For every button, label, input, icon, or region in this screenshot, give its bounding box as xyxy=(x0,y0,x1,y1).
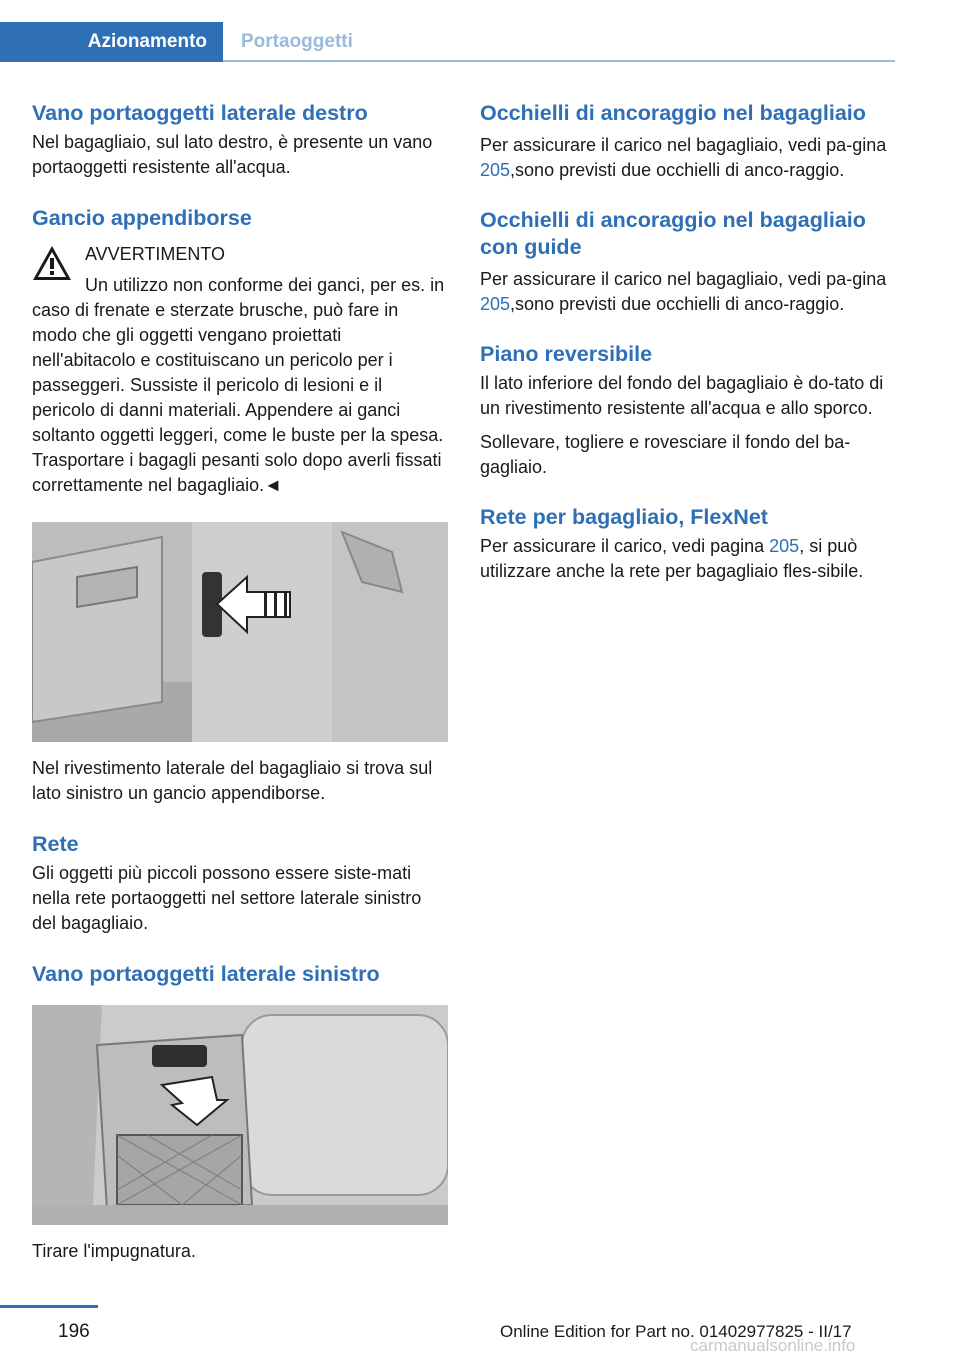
right-column xyxy=(480,100,896,584)
section-text-vano-destro: Nel bagagliaio, sul lato destro, è presente un vano portaoggetti resistente all'acqua. xyxy=(32,132,433,177)
warning-title: AVVERTIMENTO xyxy=(85,244,226,264)
section-title-flexnet: Rete per bagagliaio, FlexNet xyxy=(480,505,768,529)
text-segment: ,sono previsti due occhielli di anco-raggio. xyxy=(510,294,845,314)
text-segment: Per assicurare il carico, vedi pagina xyxy=(480,536,770,556)
section-title-piano-reversibile: Piano reversibile xyxy=(480,342,653,366)
photo-vano-sinistro xyxy=(32,1005,448,1225)
section-title-gancio: Gancio appendiborse xyxy=(32,206,252,230)
text-gancio-location: Nel rivestimento laterale del bagagliaio si trova sul lato sinistro un gancio appendiborse. xyxy=(32,758,433,803)
text-segment: Per assicurare il carico nel bagagliaio, vedi pa-gina xyxy=(480,269,887,289)
section-title-occhielli: Occhielli di ancoraggio nel bagagliaio xyxy=(480,101,866,125)
edition-text: Online Edition for Part no. 01402977825 - II/17 xyxy=(500,1322,852,1341)
section-text-occhielli xyxy=(480,133,896,183)
section-text-piano-2: Sollevare, togliere e rovesciare il fondo del ba-gagliaio. xyxy=(480,432,851,477)
page-link-205[interactable]: 205 xyxy=(480,160,511,180)
text-segment: Per assicurare il carico nel bagagliaio, vedi pa-gina xyxy=(480,135,887,155)
section-title-rete: Rete xyxy=(32,832,79,856)
header-tabs xyxy=(0,22,895,62)
section-text-rete: Gli oggetti più piccoli possono essere siste-mati nella rete portaoggetti nel settore laterale sinistro del bagagliaio. xyxy=(32,863,422,933)
section-text-flexnet xyxy=(480,534,896,584)
text-tirare-impugnatura: Tirare l'impugnatura. xyxy=(32,1241,196,1261)
page-number: 196 xyxy=(58,1321,90,1342)
section-title-vano-sinistro: Vano portaoggetti laterale sinistro xyxy=(32,962,380,986)
header-rule xyxy=(223,60,895,62)
warning-block xyxy=(32,242,448,267)
warning-triangle-icon xyxy=(32,245,72,281)
warning-text: Un utilizzo non conforme dei ganci, per es. in caso di frenate e sterzate brusche, può fare in modo che gli oggetti vengano proiettati nell'abitacolo e costituiscano un pericolo per i passeggeri. Sussiste il pericolo di lesioni e il pericolo di danni materiali. Appendere ai ganci soltanto oggetti leggeri, come le buste per la spesa. Trasportare i bagagli pesanti solo dopo averli fissati correttamente nel bagagliaio.◄ xyxy=(32,275,445,495)
section-text-occhielli-guide xyxy=(480,267,896,317)
footer-rule xyxy=(0,1305,98,1308)
section-text-piano-1: Il lato inferiore del fondo del bagagliaio è do-tato di un rivestimento resistente all'acqua e allo sporco. xyxy=(480,373,884,418)
watermark: carmanualsonline.info xyxy=(690,1336,856,1355)
text-segment: , si può utilizzare anche la rete per bagagliaio fles-sibile. xyxy=(480,536,864,581)
left-column xyxy=(32,100,448,1264)
text-segment: ,sono previsti due occhielli di anco-raggio. xyxy=(510,160,845,180)
tab-portaoggetti[interactable]: Portaoggetti xyxy=(241,31,353,52)
page-link-205[interactable]: 205 xyxy=(480,294,511,314)
section-title-vano-destro: Vano portaoggetti laterale destro xyxy=(32,101,368,125)
photo-gancio-appendiborse xyxy=(32,522,448,742)
section-title-occhielli-guide: Occhielli di ancoraggio nel bagagliaio con guide xyxy=(480,208,866,259)
tab-azionamento[interactable]: Azionamento xyxy=(0,22,223,62)
page-link-205[interactable]: 205 xyxy=(769,536,800,556)
